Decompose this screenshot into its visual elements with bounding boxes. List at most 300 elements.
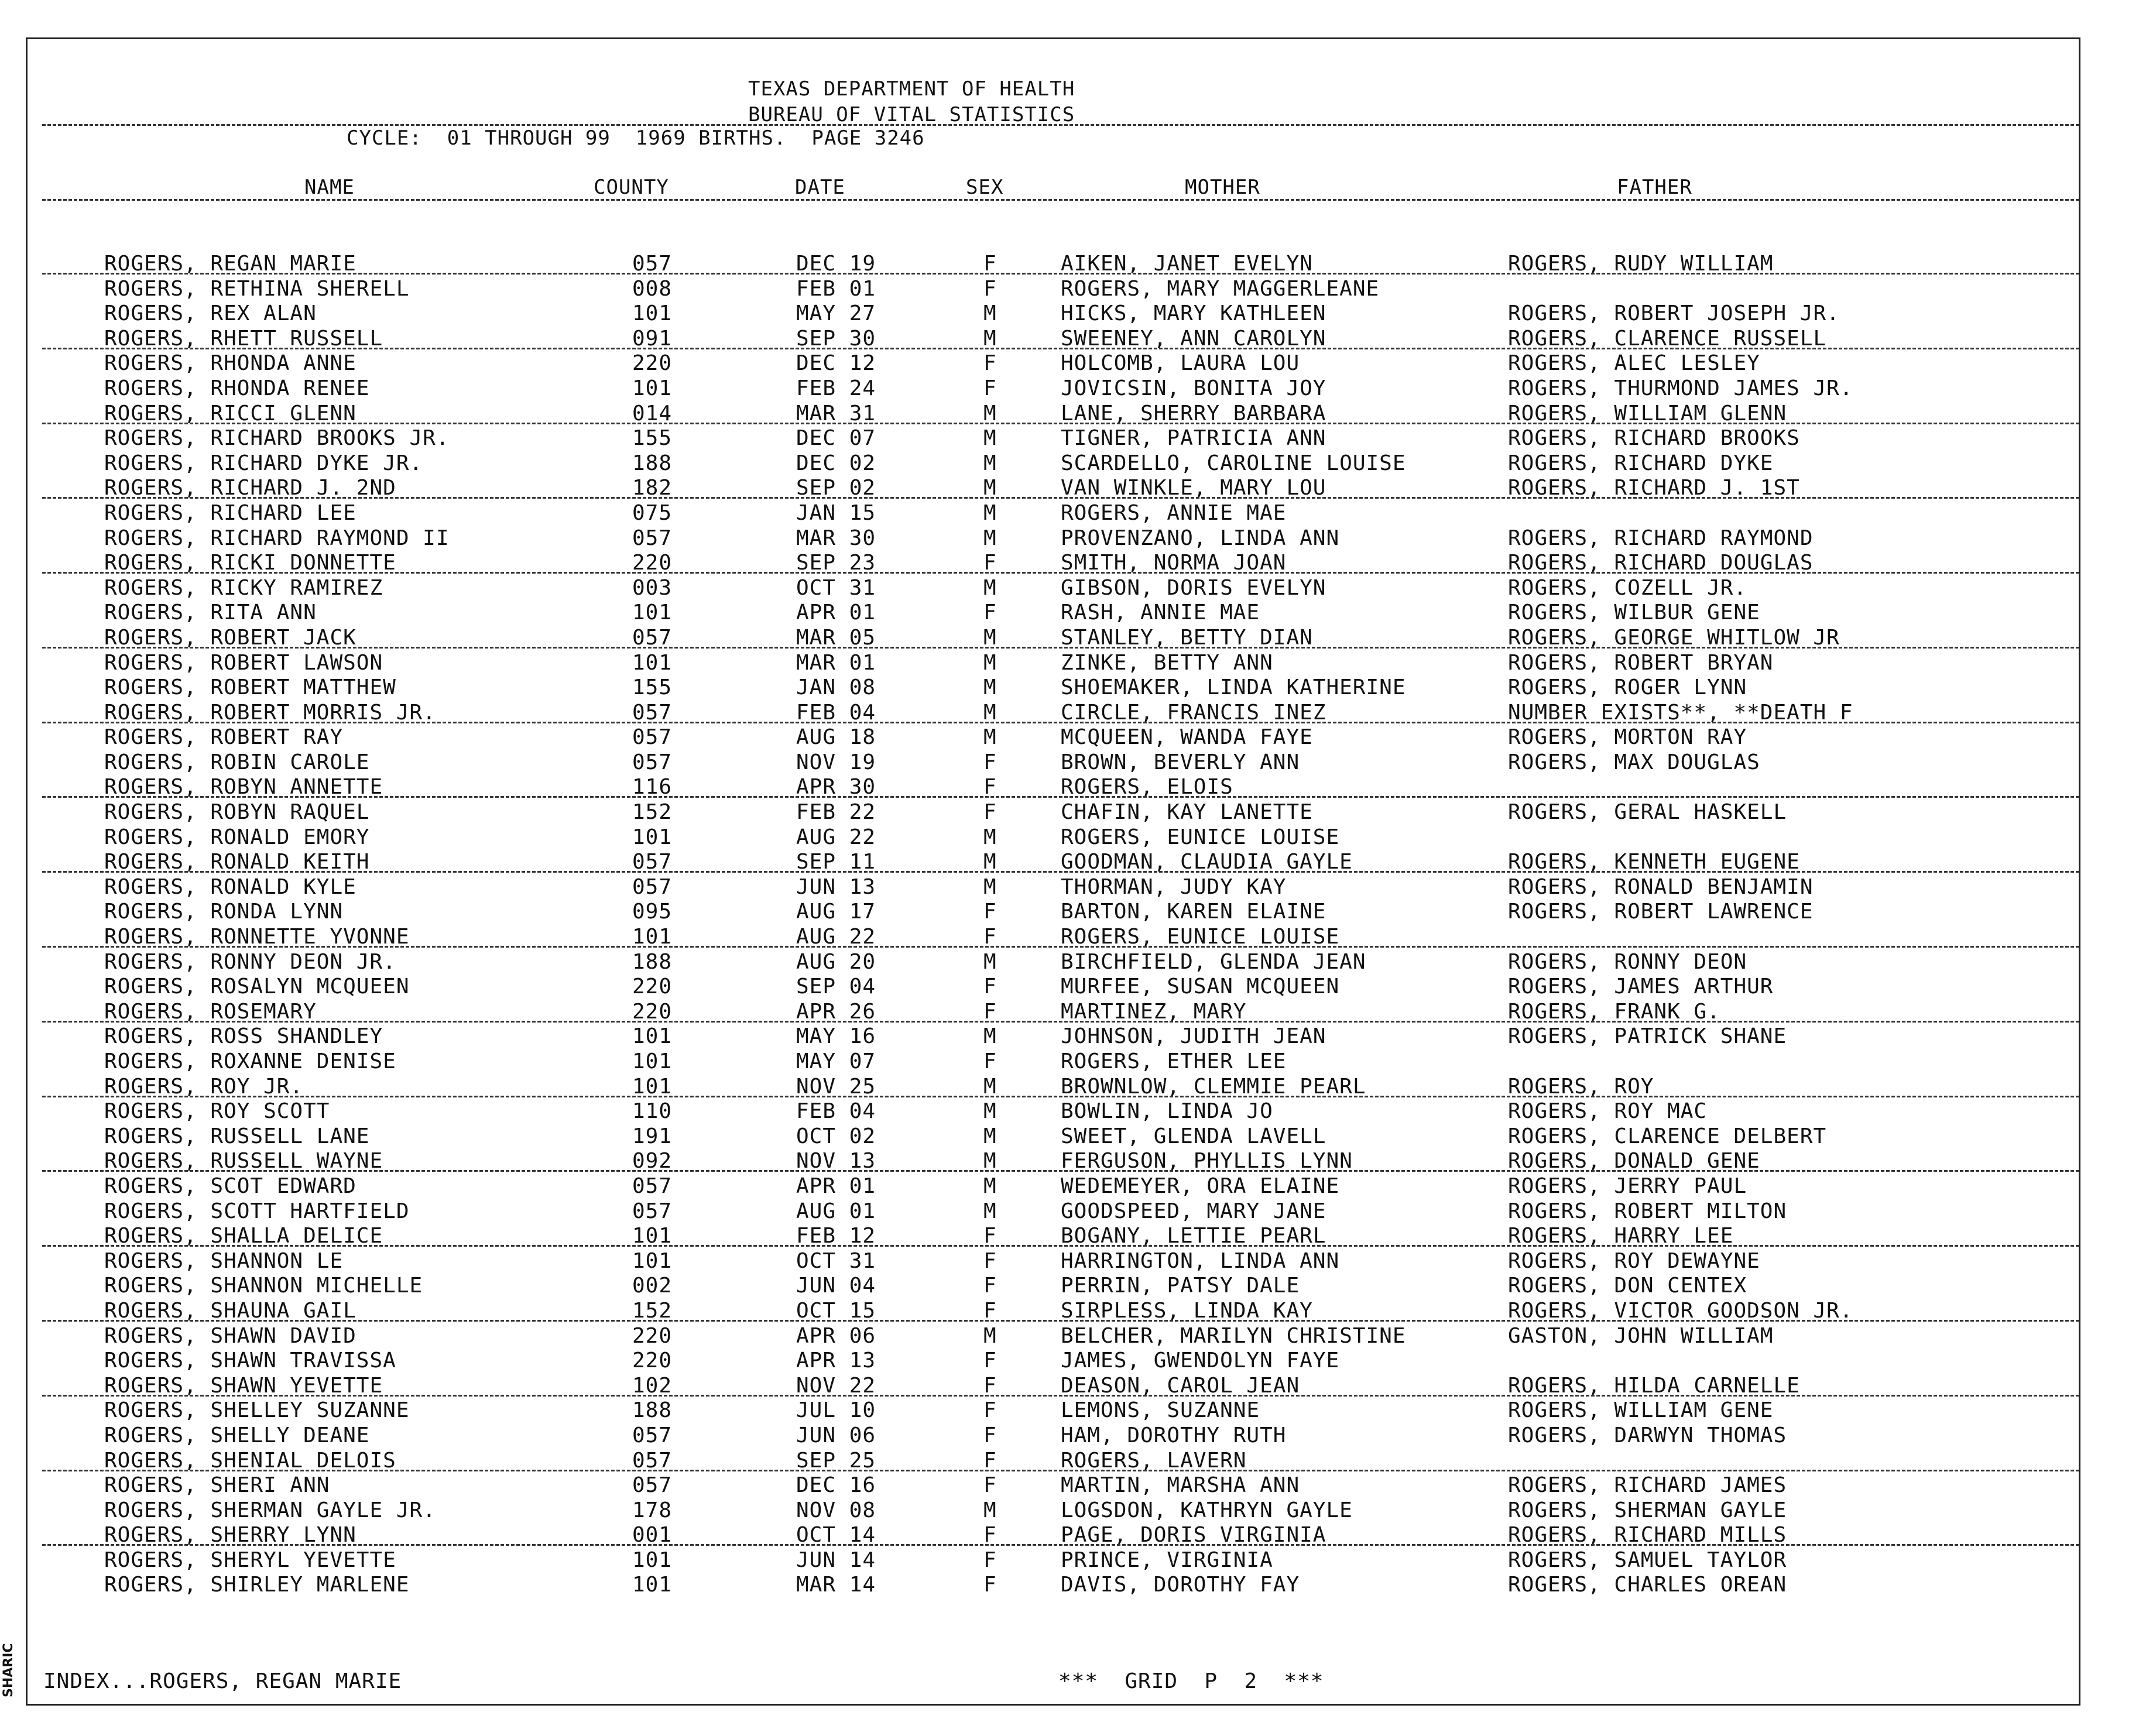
cell-date: SEP 23	[796, 551, 876, 575]
table-row	[0, 1573, 2139, 1598]
cell-father: ROGERS, DARWYN THOMAS	[1508, 1423, 1787, 1447]
cell-date: DEC 19	[796, 252, 876, 276]
cell-date: OCT 14	[796, 1523, 876, 1548]
cell-name: ROGERS, ROBERT MORRIS JR.	[104, 700, 436, 725]
cell-sex: M	[983, 675, 997, 700]
table-row	[0, 875, 2139, 900]
cell-county: 101	[632, 650, 673, 675]
cell-sex: M	[983, 526, 997, 550]
cell-name: ROGERS, RONALD KEITH	[104, 850, 370, 874]
cell-father: ROGERS, RICHARD RAYMOND	[1508, 526, 1814, 550]
cell-sex: F	[983, 1473, 997, 1498]
cell-father: ROGERS, CHARLES OREAN	[1508, 1573, 1787, 1597]
table-row	[0, 376, 2139, 402]
cell-mother: DEASON, CAROL JEAN	[1061, 1373, 1300, 1398]
cell-mother: DAVIS, DOROTHY FAY	[1061, 1573, 1300, 1597]
table-row	[0, 1374, 2139, 1399]
cell-name: ROGERS, SHERI ANN	[104, 1473, 330, 1498]
cell-name: ROGERS, SCOT EDWARD	[104, 1174, 356, 1198]
cell-father: ROGERS, ROBERT LAWRENCE	[1508, 900, 1814, 924]
cell-name: ROGERS, REX ALAN	[104, 301, 317, 326]
table-row	[0, 1075, 2139, 1100]
table-row	[0, 725, 2139, 750]
cell-date: APR 30	[796, 775, 876, 800]
cell-father: ROGERS, MORTON RAY	[1508, 725, 1747, 750]
cell-father: ROGERS, VICTOR GOODSON JR.	[1508, 1298, 1853, 1323]
cell-mother: MCQUEEN, WANDA FAYE	[1061, 725, 1313, 750]
header-agency: TEXAS DEPARTMENT OF HEALTH	[748, 77, 1075, 101]
cell-county: 101	[632, 925, 673, 949]
side-label: SHARIC	[1, 1643, 16, 1697]
cell-county: 057	[632, 1473, 673, 1498]
table-row	[0, 1199, 2139, 1224]
cell-sex: F	[983, 252, 997, 276]
cell-sex: M	[983, 426, 997, 451]
cell-sex: F	[983, 900, 997, 924]
cell-father: ROGERS, COZELL JR.	[1508, 575, 1747, 600]
cell-father: ROGERS, CLARENCE RUSSELL	[1508, 326, 1827, 351]
cell-sex: F	[983, 800, 997, 825]
cell-sex: F	[983, 975, 997, 999]
cell-date: JUL 10	[796, 1398, 876, 1423]
cell-mother: HARRINGTON, LINDA ANN	[1061, 1248, 1340, 1273]
cell-name: ROGERS, SHANNON LE	[104, 1248, 344, 1273]
cell-father: ROGERS, KENNETH EUGENE	[1508, 850, 1800, 874]
cell-date: SEP 02	[796, 476, 876, 500]
cell-county: 188	[632, 1398, 673, 1423]
table-row	[0, 1174, 2139, 1199]
cell-date: NOV 25	[796, 1074, 876, 1099]
cell-date: OCT 15	[796, 1298, 876, 1323]
cell-date: MAR 14	[796, 1573, 876, 1597]
cell-name: ROGERS, RICHARD J. 2ND	[104, 476, 396, 500]
cell-sex: F	[983, 1349, 997, 1373]
cell-name: ROGERS, ROBERT RAY	[104, 725, 344, 750]
cell-date: MAR 30	[796, 526, 876, 550]
cell-father: ROGERS, RONNY DEON	[1508, 949, 1747, 974]
cell-father: ROGERS, JERRY PAUL	[1508, 1174, 1747, 1198]
cell-county: 057	[632, 850, 673, 874]
cell-date: DEC 07	[796, 426, 876, 451]
cell-father: ROGERS, RICHARD DYKE	[1508, 451, 1774, 475]
cell-mother: BOWLIN, LINDA JO	[1061, 1099, 1273, 1124]
cell-father: ROGERS, ROBERT JOSEPH JR.	[1508, 301, 1840, 326]
cell-father: NUMBER EXISTS**, **DEATH F	[1508, 700, 1853, 725]
cell-sex: M	[983, 1149, 997, 1174]
cell-father: ROGERS, JAMES ARTHUR	[1508, 975, 1774, 999]
cell-date: OCT 31	[796, 575, 876, 600]
cell-name: ROGERS, ROXANNE DENISE	[104, 1049, 396, 1073]
cell-father: ROGERS, ROY MAC	[1508, 1099, 1708, 1124]
cell-sex: F	[983, 1548, 997, 1572]
cell-date: NOV 19	[796, 750, 876, 774]
table-row	[0, 975, 2139, 1000]
table-row	[0, 1024, 2139, 1049]
cell-name: ROGERS, ROY JR.	[104, 1074, 304, 1099]
cell-mother: TIGNER, PATRICIA ANN	[1061, 426, 1326, 451]
cell-mother: HOLCOMB, LAURA LOU	[1061, 351, 1300, 376]
cell-mother: CHAFIN, KAY LANETTE	[1061, 800, 1313, 825]
cell-father: ROGERS, RICHARD BROOKS	[1508, 426, 1800, 451]
cell-county: 057	[632, 625, 673, 650]
cell-date: FEB 24	[796, 376, 876, 400]
cell-name: ROGERS, SHAUNA GAIL	[104, 1298, 356, 1323]
cell-date: DEC 02	[796, 451, 876, 475]
cell-sex: F	[983, 1448, 997, 1473]
table-row	[0, 451, 2139, 476]
cell-date: FEB 04	[796, 1099, 876, 1124]
cell-name: ROGERS, SHAWN TRAVISSA	[104, 1349, 396, 1373]
cell-father: ROGERS, ROGER LYNN	[1508, 675, 1747, 700]
cell-date: AUG 18	[796, 725, 876, 750]
cell-county: 220	[632, 975, 673, 999]
cell-county: 220	[632, 351, 673, 376]
cell-county: 101	[632, 825, 673, 849]
cell-sex: M	[983, 451, 997, 475]
cell-county: 057	[632, 700, 673, 725]
cell-county: 101	[632, 1548, 673, 1572]
table-row	[0, 252, 2139, 277]
cell-sex: M	[983, 949, 997, 974]
cell-county: 014	[632, 401, 673, 426]
cell-date: SEP 30	[796, 326, 876, 351]
cell-sex: F	[983, 1398, 997, 1423]
cell-father: ROGERS, RICHARD DOUGLAS	[1508, 551, 1814, 575]
col-header-sex: SEX	[966, 176, 1004, 199]
cell-name: ROGERS, RUSSELL WAYNE	[104, 1149, 383, 1174]
cell-name: ROGERS, RITA ANN	[104, 601, 317, 625]
table-row	[0, 301, 2139, 327]
row-group-rule	[42, 497, 2079, 499]
table-row	[0, 476, 2139, 501]
cell-county: 101	[632, 601, 673, 625]
cell-mother: LOGSDON, KATHRYN GAYLE	[1061, 1498, 1353, 1522]
cell-county: 101	[632, 1049, 673, 1073]
cell-date: SEP 11	[796, 850, 876, 874]
cell-county: 101	[632, 301, 673, 326]
cell-father: ROGERS, HARRY LEE	[1508, 1224, 1734, 1248]
cell-name: ROGERS, ROBYN ANNETTE	[104, 775, 383, 800]
col-header-county: COUNTY	[594, 176, 669, 199]
cell-mother: PAGE, DORIS VIRGINIA	[1061, 1523, 1326, 1548]
cell-mother: SWEET, GLENDA LAVELL	[1061, 1124, 1326, 1148]
cell-date: MAY 07	[796, 1049, 876, 1073]
table-row	[0, 1523, 2139, 1548]
cell-county: 095	[632, 900, 673, 924]
table-row	[0, 1423, 2139, 1449]
table-row	[0, 925, 2139, 950]
cell-name: ROGERS, ROSALYN MCQUEEN	[104, 975, 410, 999]
cell-mother: ROGERS, ELOIS	[1061, 775, 1233, 800]
cell-father: ROGERS, HILDA CARNELLE	[1508, 1373, 1800, 1398]
cell-date: FEB 12	[796, 1224, 876, 1248]
cell-name: ROGERS, SHIRLEY MARLENE	[104, 1573, 410, 1597]
row-group-rule	[42, 1395, 2079, 1397]
cell-name: ROGERS, RHONDA ANNE	[104, 351, 356, 376]
cell-date: APR 13	[796, 1349, 876, 1373]
cell-mother: ROGERS, LAVERN	[1061, 1448, 1247, 1473]
cell-name: ROGERS, RONDA LYNN	[104, 900, 344, 924]
cell-date: MAY 16	[796, 1024, 876, 1049]
cell-county: 152	[632, 1298, 673, 1323]
cell-mother: VAN WINKLE, MARY LOU	[1061, 476, 1326, 500]
table-row	[0, 1299, 2139, 1324]
cell-name: ROGERS, RONNY DEON JR.	[104, 949, 396, 974]
cell-date: JUN 14	[796, 1548, 876, 1572]
cell-mother: THORMAN, JUDY KAY	[1061, 874, 1287, 899]
cell-county: 057	[632, 1174, 673, 1198]
cell-county: 102	[632, 1373, 673, 1398]
cell-date: DEC 12	[796, 351, 876, 376]
cell-mother: BOGANY, LETTIE PEARL	[1061, 1224, 1326, 1248]
table-row	[0, 402, 2139, 427]
table-row	[0, 675, 2139, 701]
cell-name: ROGERS, RICHARD BROOKS JR.	[104, 426, 450, 451]
cell-name: ROGERS, RICHARD LEE	[104, 500, 356, 525]
cell-father: ROGERS, DON CENTEX	[1508, 1274, 1747, 1298]
cell-mother: BROWN, BEVERLY ANN	[1061, 750, 1300, 774]
cell-father: ROGERS, RICHARD MILLS	[1508, 1523, 1787, 1548]
table-row	[0, 526, 2139, 551]
cell-name: ROGERS, RONALD KYLE	[104, 874, 356, 899]
cell-name: ROGERS, SHAWN YEVETTE	[104, 1373, 383, 1398]
cell-county: 155	[632, 426, 673, 451]
cell-mother: CIRCLE, FRANCIS INEZ	[1061, 700, 1326, 725]
table-row	[0, 1149, 2139, 1174]
cell-mother: GOODMAN, CLAUDIA GAYLE	[1061, 850, 1353, 874]
table-row	[0, 601, 2139, 626]
cell-father: ROGERS, WILLIAM GENE	[1508, 1398, 1774, 1423]
cell-sex: M	[983, 1074, 997, 1099]
cell-sex: F	[983, 750, 997, 774]
cell-name: ROGERS, SHALLA DELICE	[104, 1224, 383, 1248]
cell-father: ROGERS, CLARENCE DELBERT	[1508, 1124, 1827, 1148]
table-row	[0, 1000, 2139, 1025]
cell-name: ROGERS, RUSSELL LANE	[104, 1124, 370, 1148]
cell-sex: M	[983, 575, 997, 600]
cell-county: 092	[632, 1149, 673, 1174]
cell-mother: LANE, SHERRY BARBARA	[1061, 401, 1326, 426]
cell-date: APR 06	[796, 1323, 876, 1348]
cell-sex: M	[983, 500, 997, 525]
cell-mother: BROWNLOW, CLEMMIE PEARL	[1061, 1074, 1366, 1099]
cell-name: ROGERS, REGAN MARIE	[104, 252, 356, 276]
cell-father: ROGERS, PATRICK SHANE	[1508, 1024, 1787, 1049]
cell-father: ROGERS, RUDY WILLIAM	[1508, 252, 1774, 276]
cell-date: NOV 08	[796, 1498, 876, 1522]
row-group-rule	[42, 647, 2079, 649]
cell-mother: ROGERS, ANNIE MAE	[1061, 500, 1287, 525]
table-row	[0, 950, 2139, 975]
cell-mother: SWEENEY, ANN CAROLYN	[1061, 326, 1326, 351]
cell-date: MAY 27	[796, 301, 876, 326]
table-row	[0, 1099, 2139, 1124]
cell-mother: ROGERS, MARY MAGGERLEANE	[1061, 276, 1380, 301]
cell-name: ROGERS, RICCI GLENN	[104, 401, 356, 426]
cell-name: ROGERS, SHERMAN GAYLE JR.	[104, 1498, 436, 1522]
table-row	[0, 775, 2139, 800]
cell-name: ROGERS, SHELLEY SUZANNE	[104, 1398, 410, 1423]
cell-mother: RASH, ANNIE MAE	[1061, 601, 1260, 625]
cell-father: ROGERS, ROBERT BRYAN	[1508, 650, 1774, 675]
cell-mother: BARTON, KAREN ELAINE	[1061, 900, 1326, 924]
cell-father: ROGERS, ROY DEWAYNE	[1508, 1248, 1760, 1273]
cell-county: 152	[632, 800, 673, 825]
cell-county: 178	[632, 1498, 673, 1522]
cell-date: AUG 17	[796, 900, 876, 924]
table-row	[0, 1124, 2139, 1150]
cell-sex: F	[983, 1523, 997, 1548]
cell-name: ROGERS, ROY SCOTT	[104, 1099, 330, 1124]
footer-grid-label: *** GRID P 2 ***	[1058, 1669, 1324, 1693]
cell-county: 057	[632, 874, 673, 899]
cell-sex: M	[983, 301, 997, 326]
row-group-rule	[42, 871, 2079, 873]
cell-date: NOV 13	[796, 1149, 876, 1174]
cell-name: ROGERS, RICHARD DYKE JR.	[104, 451, 423, 475]
cell-mother: JAMES, GWENDOLYN FAYE	[1061, 1349, 1340, 1373]
cell-county: 182	[632, 476, 673, 500]
table-row	[0, 501, 2139, 526]
row-group-rule	[42, 273, 2079, 275]
cell-father: ROGERS, WILBUR GENE	[1508, 601, 1760, 625]
table-row	[0, 825, 2139, 850]
row-group-rule	[42, 1320, 2079, 1322]
cell-father: ROGERS, DONALD GENE	[1508, 1149, 1760, 1174]
cell-mother: SMITH, NORMA JOAN	[1061, 551, 1287, 575]
table-row	[0, 1274, 2139, 1299]
table-row	[0, 426, 2139, 451]
cell-sex: M	[983, 825, 997, 849]
cell-sex: F	[983, 1423, 997, 1447]
cell-sex: M	[983, 874, 997, 899]
cell-date: NOV 22	[796, 1373, 876, 1398]
cell-date: JUN 06	[796, 1423, 876, 1447]
cell-county: 101	[632, 376, 673, 400]
cell-county: 101	[632, 1224, 673, 1248]
cell-name: ROGERS, RHONDA RENEE	[104, 376, 370, 400]
cell-name: ROGERS, SCOTT HARTFIELD	[104, 1199, 410, 1223]
table-row	[0, 1548, 2139, 1573]
header-cycle: CYCLE: 01 THROUGH 99 1969 BIRTHS. PAGE 3246	[347, 126, 925, 150]
cell-name: ROGERS, ROBERT MATTHEW	[104, 675, 396, 700]
cell-county: 057	[632, 1199, 673, 1223]
cell-county: 188	[632, 451, 673, 475]
cell-mother: JOHNSON, JUDITH JEAN	[1061, 1024, 1326, 1049]
cell-name: ROGERS, SHERRY LYNN	[104, 1523, 356, 1548]
footer-index: INDEX...ROGERS, REGAN MARIE	[43, 1669, 402, 1693]
cell-name: ROGERS, RICHARD RAYMOND II	[104, 526, 450, 550]
cell-county: 188	[632, 949, 673, 974]
cell-date: JUN 04	[796, 1274, 876, 1298]
cell-mother: JOVICSIN, BONITA JOY	[1061, 376, 1326, 400]
cell-county: 057	[632, 1423, 673, 1447]
cell-date: SEP 04	[796, 975, 876, 999]
table-row	[0, 1473, 2139, 1498]
col-header-father: FATHER	[1617, 176, 1692, 199]
cell-sex: M	[983, 326, 997, 351]
cell-sex: F	[983, 1298, 997, 1323]
cell-sex: M	[983, 1124, 997, 1148]
cell-sex: F	[983, 1573, 997, 1597]
cell-father: ROGERS, WILLIAM GLENN	[1508, 401, 1787, 426]
col-header-date: DATE	[795, 176, 845, 199]
cell-county: 101	[632, 1248, 673, 1273]
cell-mother: MARTINEZ, MARY	[1061, 999, 1247, 1024]
birth-records-list	[0, 252, 2139, 1598]
cell-mother: HICKS, MARY KATHLEEN	[1061, 301, 1326, 326]
cell-county: 110	[632, 1099, 673, 1124]
cell-mother: BIRCHFIELD, GLENDA JEAN	[1061, 949, 1366, 974]
cell-sex: F	[983, 1049, 997, 1073]
cell-name: ROGERS, RICKY RAMIREZ	[104, 575, 383, 600]
cell-name: ROGERS, RHETT RUSSELL	[104, 326, 383, 351]
cell-father: ROGERS, ROBERT MILTON	[1508, 1199, 1787, 1223]
cell-sex: F	[983, 775, 997, 800]
cell-county: 101	[632, 1573, 673, 1597]
cell-county: 008	[632, 276, 673, 301]
cell-mother: PRINCE, VIRGINIA	[1061, 1548, 1273, 1572]
cell-county: 220	[632, 1349, 673, 1373]
cell-county: 155	[632, 675, 673, 700]
row-group-rule	[42, 946, 2079, 948]
cell-date: OCT 31	[796, 1248, 876, 1273]
cell-name: ROGERS, SHAWN DAVID	[104, 1323, 356, 1348]
cell-name: ROGERS, ROBYN RAQUEL	[104, 800, 370, 825]
cell-date: FEB 04	[796, 700, 876, 725]
cell-date: AUG 01	[796, 1199, 876, 1223]
cell-date: MAR 01	[796, 650, 876, 675]
cell-county: 101	[632, 1074, 673, 1099]
table-row	[0, 327, 2139, 352]
cell-date: JAN 08	[796, 675, 876, 700]
cell-date: OCT 02	[796, 1124, 876, 1148]
cell-father: ROGERS, RONALD BENJAMIN	[1508, 874, 1814, 899]
table-row	[0, 1398, 2139, 1423]
cell-sex: M	[983, 1323, 997, 1348]
table-row	[0, 277, 2139, 302]
cell-sex: M	[983, 625, 997, 650]
cell-date: FEB 01	[796, 276, 876, 301]
cell-mother: BELCHER, MARILYN CHRISTINE	[1061, 1323, 1406, 1348]
cell-father: ROGERS, FRANK G.	[1508, 999, 1720, 1024]
table-row	[0, 351, 2139, 376]
cell-mother: STANLEY, BETTY DIAN	[1061, 625, 1313, 650]
cell-date: AUG 20	[796, 949, 876, 974]
cell-father: ROGERS, RICHARD J. 1ST	[1508, 476, 1800, 500]
cell-date: FEB 22	[796, 800, 876, 825]
cell-county: 057	[632, 1448, 673, 1473]
table-row	[0, 750, 2139, 776]
cell-county: 191	[632, 1124, 673, 1148]
cell-mother: ROGERS, EUNICE LOUISE	[1061, 825, 1340, 849]
cell-county: 057	[632, 750, 673, 774]
cell-mother: ROGERS, EUNICE LOUISE	[1061, 925, 1340, 949]
cell-mother: HAM, DOROTHY RUTH	[1061, 1423, 1287, 1447]
table-row	[0, 1498, 2139, 1524]
cell-county: 003	[632, 575, 673, 600]
cell-date: DEC 16	[796, 1473, 876, 1498]
cell-name: ROGERS, ROBERT LAWSON	[104, 650, 383, 675]
cell-name: ROGERS, ROSEMARY	[104, 999, 317, 1024]
cell-sex: M	[983, 1099, 997, 1124]
cell-sex: F	[983, 1248, 997, 1273]
row-group-rule	[42, 1170, 2079, 1172]
cell-sex: M	[983, 725, 997, 750]
cell-sex: M	[983, 401, 997, 426]
table-row	[0, 800, 2139, 825]
column-header-rule	[42, 199, 2079, 201]
